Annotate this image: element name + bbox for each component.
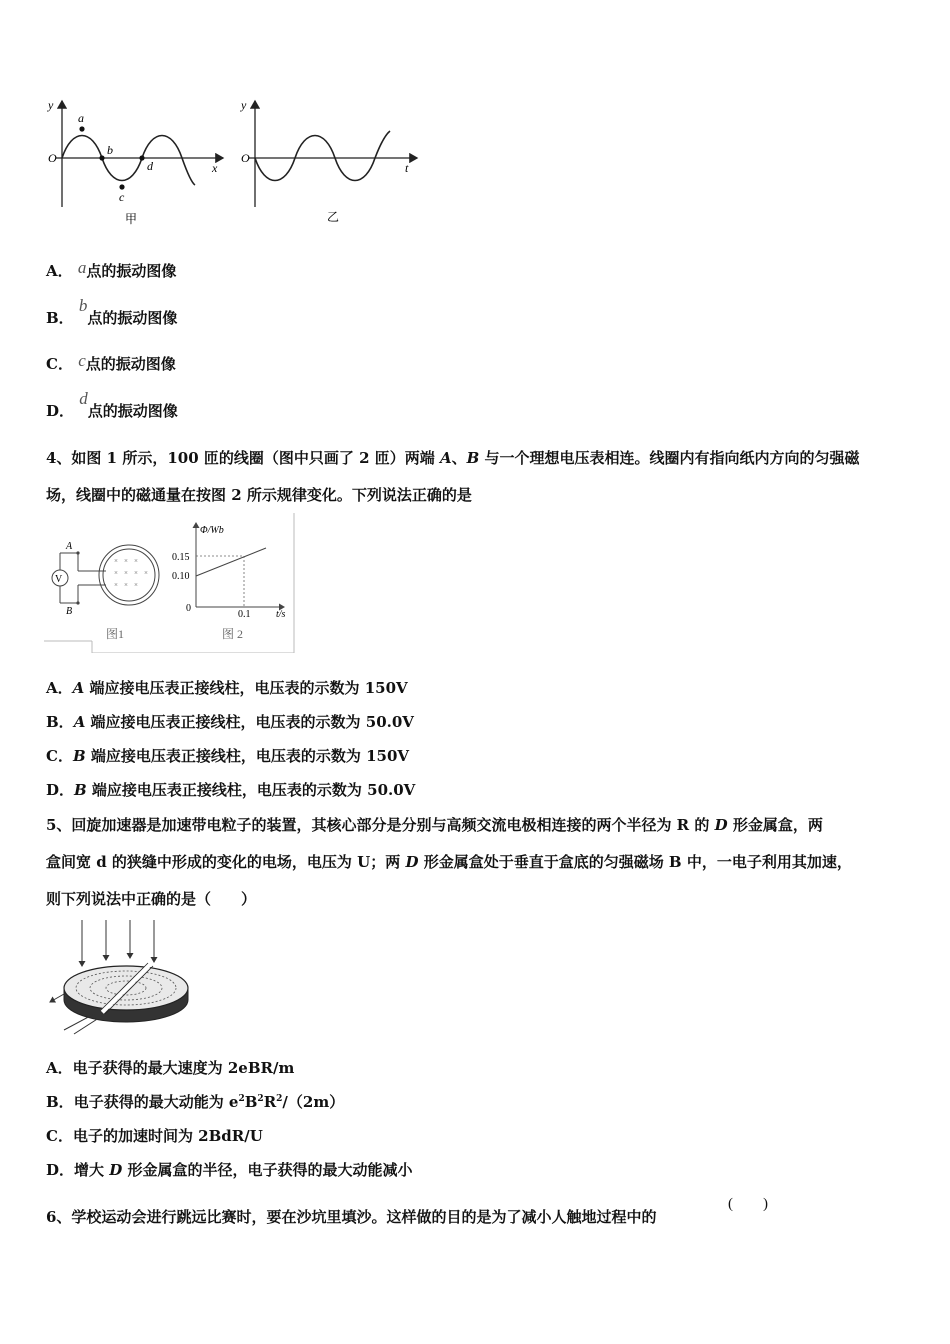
y-axis-label: y [48, 98, 54, 112]
point-label-d: d [147, 159, 153, 173]
figure-caption-2: 图 2 [222, 627, 244, 641]
caption-yi: 乙 [327, 210, 340, 224]
option-letter: A． [46, 262, 73, 280]
q5-stem-line1: 5、回旋加速器是加速带电粒子的装置，其核心部分是分别与高频交流电极相连接的两个半径为 R 的 D 形金属盒，两 [46, 816, 823, 834]
q5-option-a[interactable]: A．电子获得的最大速度为 2eBR/m [46, 1059, 295, 1077]
q3-option-a[interactable] [46, 260, 176, 281]
phi-axis-label: Φ/Wb [200, 525, 224, 536]
wave-figure-yi [235, 95, 425, 230]
option-text: 点的振动图像 [87, 309, 178, 327]
option-letter: B． [46, 309, 74, 327]
q4-figure [44, 513, 296, 653]
q5-option-b[interactable]: B．电子获得的最大动能为 $e^2B^2R^2/(2m)$ [46, 1093, 345, 1111]
q4-stem-line2: 场，线圈中的磁通量在按图 2 所示规律变化。下列说法正确的是 [46, 486, 472, 504]
option-text: 点的振动图像 [87, 402, 178, 420]
q5-stem-line3: 则下列说法中正确的是（ ） [46, 890, 257, 908]
q4-option-a[interactable]: A．A 端应接电压表正接线柱，电压表的示数为 150V [46, 679, 408, 697]
t-axis-label: t/s [276, 609, 286, 620]
svg-text:×: × [114, 557, 118, 565]
y-axis-label: y [241, 98, 247, 112]
q5-option-d[interactable]: D．增大 D 形金属盒的半径，电子获得的最大动能减小 [46, 1161, 413, 1179]
svg-text:×: × [134, 569, 138, 577]
voltmeter-label: V [55, 574, 63, 585]
option-letter: D． [46, 402, 75, 420]
q4-option-c[interactable]: C．B 端应接电压表正接线柱，电压表的示数为 150V [46, 747, 410, 765]
wave-figure-jia [40, 95, 230, 230]
origin-label: O [241, 151, 250, 165]
q4-option-b[interactable]: B．A 端应接电压表正接线柱，电压表的示数为 50.0V [46, 713, 414, 731]
t-axis-label: t [405, 161, 409, 175]
q5-stem-line2: 盒间宽 d 的狭缝中形成的变化的电场，电压为 U；两 D 形金属盒处于垂直于盒底的匀强磁场 B 中，一电子利用其加速， [46, 853, 852, 871]
wave-curve-yi [255, 131, 390, 181]
point-variable: c [78, 351, 86, 370]
svg-text:×: × [134, 581, 138, 589]
point-label-a: a [78, 111, 84, 125]
point-variable: d [79, 389, 88, 408]
option-text: 点的振动图像 [86, 262, 177, 280]
q5-option-c[interactable]: C．电子的加速时间为 2BdR/U [46, 1127, 263, 1145]
wave-curve-jia [62, 136, 195, 186]
terminal-label-b: B [66, 606, 73, 617]
graph-origin: 0 [186, 603, 191, 614]
point-label-b: b [107, 143, 113, 157]
point-variable: b [78, 296, 88, 315]
point-label-c: c [119, 190, 125, 204]
svg-text:×: × [124, 557, 128, 565]
phi-tick-low: 0.10 [172, 571, 190, 582]
q3-option-d[interactable] [46, 389, 178, 421]
phi-tick-high: 0.15 [172, 552, 190, 563]
svg-text:×: × [124, 569, 128, 577]
x-axis-label: x [212, 161, 218, 175]
svg-text:×: × [144, 569, 148, 577]
q6-answer-paren: ( ) [728, 1196, 768, 1212]
svg-text:×: × [114, 581, 118, 589]
q3-option-c[interactable] [46, 353, 176, 374]
q4-stem-line1: 4、如图 1 所示，100 匝的线圈（图中只画了 2 匝）两端 A、B 与一个理想电压表相连。线圈内有指向纸内方向的匀强磁 [46, 449, 860, 467]
figure-caption-1: 图1 [106, 627, 125, 641]
q3-option-b[interactable] [46, 296, 178, 328]
origin-label: O [48, 151, 57, 165]
option-letter: C． [46, 355, 73, 373]
cyclotron-figure [44, 918, 194, 1038]
svg-text:×: × [134, 557, 138, 565]
option-text: 点的振动图像 [85, 355, 176, 373]
svg-text:×: × [124, 581, 128, 589]
caption-jia: 甲 [125, 212, 138, 226]
q6-stem: 6、学校运动会进行跳远比赛时，要在沙坑里填沙。这样做的目的是为了减小人触地过程中的 [46, 1208, 657, 1226]
point-variable: a [77, 258, 87, 277]
svg-text:×: × [114, 569, 118, 577]
t-tick: 0.1 [238, 609, 251, 620]
q4-option-d[interactable]: D．B 端应接电压表正接线柱，电压表的示数为 50.0V [46, 781, 416, 799]
terminal-label-a: A [66, 541, 73, 552]
